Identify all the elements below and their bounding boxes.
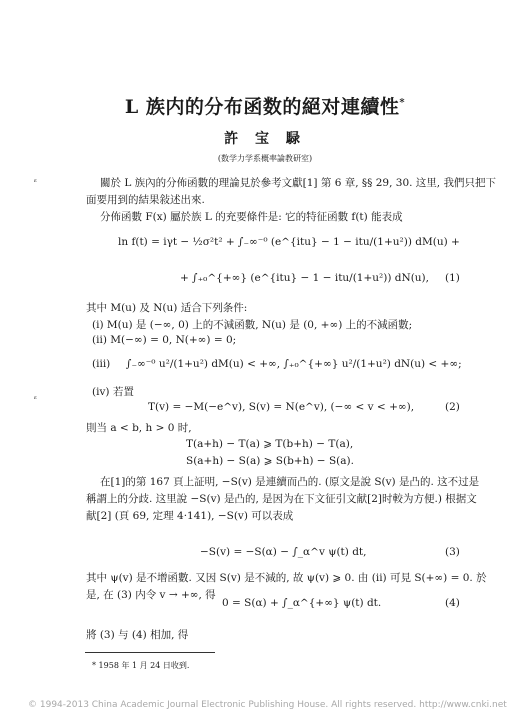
condition-ii: (ii) M(−∞) = 0, N(+∞) = 0; xyxy=(92,334,237,346)
paragraph-2: 分佈函數 F(x) 屬於族 L 的充要條件是: 它的特征函數 f(t) 能表成 xyxy=(100,211,403,223)
equation-number-2: (2) xyxy=(445,401,460,413)
equation-number-4: (4) xyxy=(445,597,460,609)
paragraph-1-line-2: 面要用到的結果敍述出來. xyxy=(86,194,205,206)
conditions-intro: 其中 M(u) 及 N(u) 适合下列条件: xyxy=(86,302,248,314)
title-footnote-mark: * xyxy=(399,97,406,109)
condition-iv: (iv) 若置 xyxy=(92,386,134,398)
condition-iii-label: (iii) xyxy=(92,358,111,370)
copyright-watermark: © 1994-2013 China Academic Journal Electronic Publishing House. All rights reserved. http://www.cnki.net xyxy=(28,700,507,710)
equation-4: 0 = S(α) + ∫_α^{+∞} ψ(t) dt. xyxy=(222,597,382,609)
condition-iii-formula: ∫₋∞⁻⁰ u²/(1+u²) dM(u) < +∞, ∫₊₀^{+∞} u²/(1+u²) dN(u) < +∞; xyxy=(126,358,462,370)
then-line: 則当 a < b, h > 0 时, xyxy=(86,422,192,434)
paragraph-4-line-1: 其中 ψ(v) 是不增函數. 又因 S(v) 是不減的, 故 ψ(v) ⩾ 0. 由 (ii) 可見 S(+∞) = 0. 於 xyxy=(86,572,487,584)
paragraph-3-line-2: 稱謂上的分歧. 这里說 −S(v) 是凸的, 是因为在下文征引文献[2]时較为方便.) 根据文 xyxy=(86,493,477,505)
equation-3: −S(v) = −S(α) − ∫_α^v ψ(t) dt, xyxy=(200,546,367,558)
equation-number-3: (3) xyxy=(445,546,460,558)
inequality-1: T(a+h) − T(a) ⩾ T(b+h) − T(a), xyxy=(186,438,354,450)
author-affiliation: (数学力学系概率論教研室) xyxy=(217,154,313,163)
footnote-rule xyxy=(85,652,215,653)
paragraph-5: 將 (3) 与 (4) 相加, 得 xyxy=(86,629,189,641)
margin-mark-1: ᵋ xyxy=(34,178,38,188)
condition-i: (i) M(u) 是 (−∞, 0) 上的不減函數, N(u) 是 (0, +∞) 上的不減函數; xyxy=(92,319,413,331)
paragraph-3-line-3: 献[2] (頁 69, 定理 4·141), −S(v) 可以表成 xyxy=(86,510,294,522)
footnote: * 1958 年 1 月 24 日收到. xyxy=(92,661,190,670)
inequality-2: S(a+h) − S(a) ⩾ S(b+h) − S(a). xyxy=(186,455,354,467)
equation-2: T(v) = −M(−e^v), S(v) = N(e^v), (−∞ < v < +∞), xyxy=(148,401,415,413)
paper-title: L 族内的分布函数的絕对連續性* xyxy=(124,96,406,118)
author-name: 許 宝 騄 xyxy=(224,131,306,147)
equation-1-line-1: ln f(t) = iγt − ½σ²t² + ∫₋∞⁻⁰ (e^{itu} − 1 − itu/(1+u²)) dM(u) + xyxy=(118,236,460,248)
paragraph-3-line-1: 在[1]的第 167 頁上証明, −S(v) 是連續而凸的. (原文是說 S(v) 是凸的. 这不过是 xyxy=(100,476,480,488)
equation-number-1: (1) xyxy=(445,272,460,284)
equation-1-line-2: + ∫₊₀^{+∞} (e^{itu} − 1 − itu/(1+u²)) dN(u), xyxy=(180,272,429,284)
paragraph-4-line-2: 是, 在 (3) 内令 v → +∞, 得 xyxy=(86,589,216,601)
margin-mark-2: ᵋ xyxy=(34,395,38,405)
paragraph-1-line-1: 關於 L 族內的分佈函數的理論見於參考文獻[1] 第 6 章, §§ 29, 30. 这里, 我們只把下 xyxy=(100,177,496,189)
